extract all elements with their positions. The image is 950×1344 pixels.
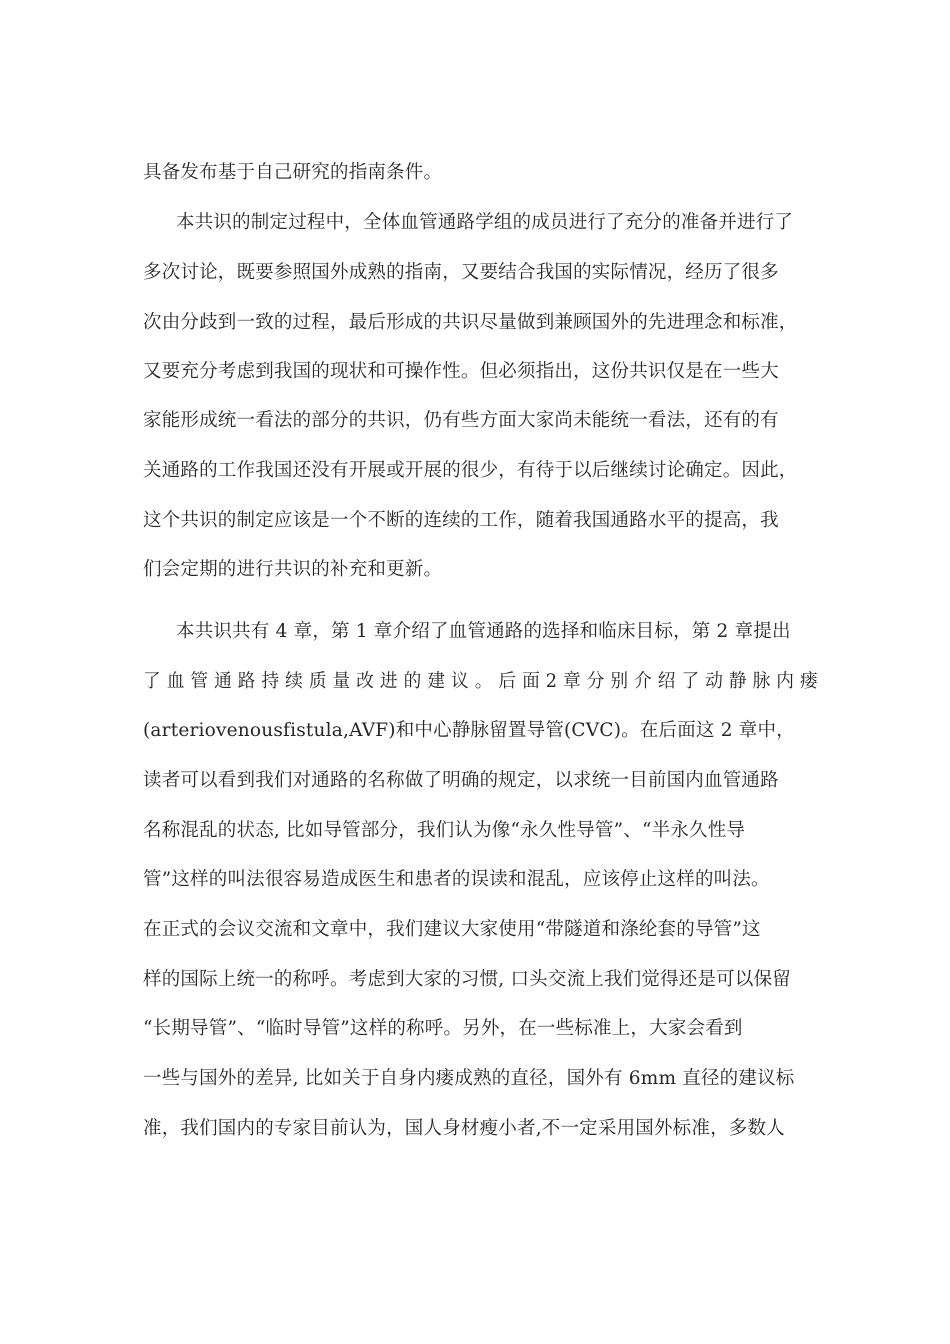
- text-line: 关通路的工作我国还没有开展或开展的很少，有待于以后继续讨论确定。因此，: [143, 460, 798, 481]
- text-line: 一些与国外的差异, 比如关于自身内瘘成熟的直径，国外有 6mm 直径的建议标: [143, 1068, 795, 1089]
- text-line: 这个共识的制定应该是一个不断的连续的工作，随着我国通路水平的提高，我: [143, 510, 779, 531]
- text-line: 次由分歧到一致的过程，最后形成的共识尽量做到兼顾国外的先进理念和标准，: [143, 312, 798, 333]
- text-line: 名称混乱的状态, 比如导管部分，我们认为像“永久性导管”、“半永久性导: [143, 820, 746, 841]
- text-line: 在正式的会议交流和文章中，我们建议大家使用“带隧道和涤纶套的导管”这: [143, 919, 761, 940]
- text-line: 管”这样的叫法很容易造成医生和患者的误读和混乱，应该停止这样的叫法。: [143, 869, 770, 890]
- text-line: 又要充分考虑到我国的现状和可操作性。但必须指出，这份共识仅是在一些大: [143, 361, 779, 382]
- text-line: “长期导管”、“临时导管”这样的称呼。另外，在一些标准上，大家会看到: [143, 1018, 743, 1039]
- text-line: 们会定期的进行共识的补充和更新。: [143, 559, 443, 580]
- text-line: 多次讨论，既要参照国外成熟的指南，又要结合我国的实际情况，经历了很多: [143, 262, 779, 283]
- text-line: 家能形成统一看法的部分的共识，仍有些方面大家尚未能统一看法，还有的有: [143, 410, 779, 431]
- text-line: 具备发布基于自己研究的指南条件。: [143, 162, 443, 183]
- text-line: 本共识共有 4 章，第 1 章介绍了血管通路的选择和临床目标，第 2 章提出: [176, 621, 791, 642]
- text-line: 本共识的制定过程中，全体血管通路学组的成员进行了充分的准备并进行了: [176, 212, 794, 233]
- text-line: (arteriovenousfistula,AVF)和中心静脉留置导管(CVC)。在后面这 2 章中，: [143, 720, 795, 741]
- text-line: 样的国际上统一的称呼。考虑到大家的习惯, 口头交流上我们觉得还是可以保留: [143, 969, 791, 990]
- text-line: 读者可以看到我们对通路的名称做了明确的规定，以求统一目前国内血管通路: [143, 770, 779, 791]
- text-line: 了 血 管 通 路 持 续 质 量 改 进 的 建 议 。 后 面 2 章 分 别 介 绍 了 动 静 脉 内 瘘: [143, 671, 818, 692]
- text-line: 准，我们国内的专家目前认为，国人身材瘦小者,不一定采用国外标准，多数人: [143, 1118, 785, 1139]
